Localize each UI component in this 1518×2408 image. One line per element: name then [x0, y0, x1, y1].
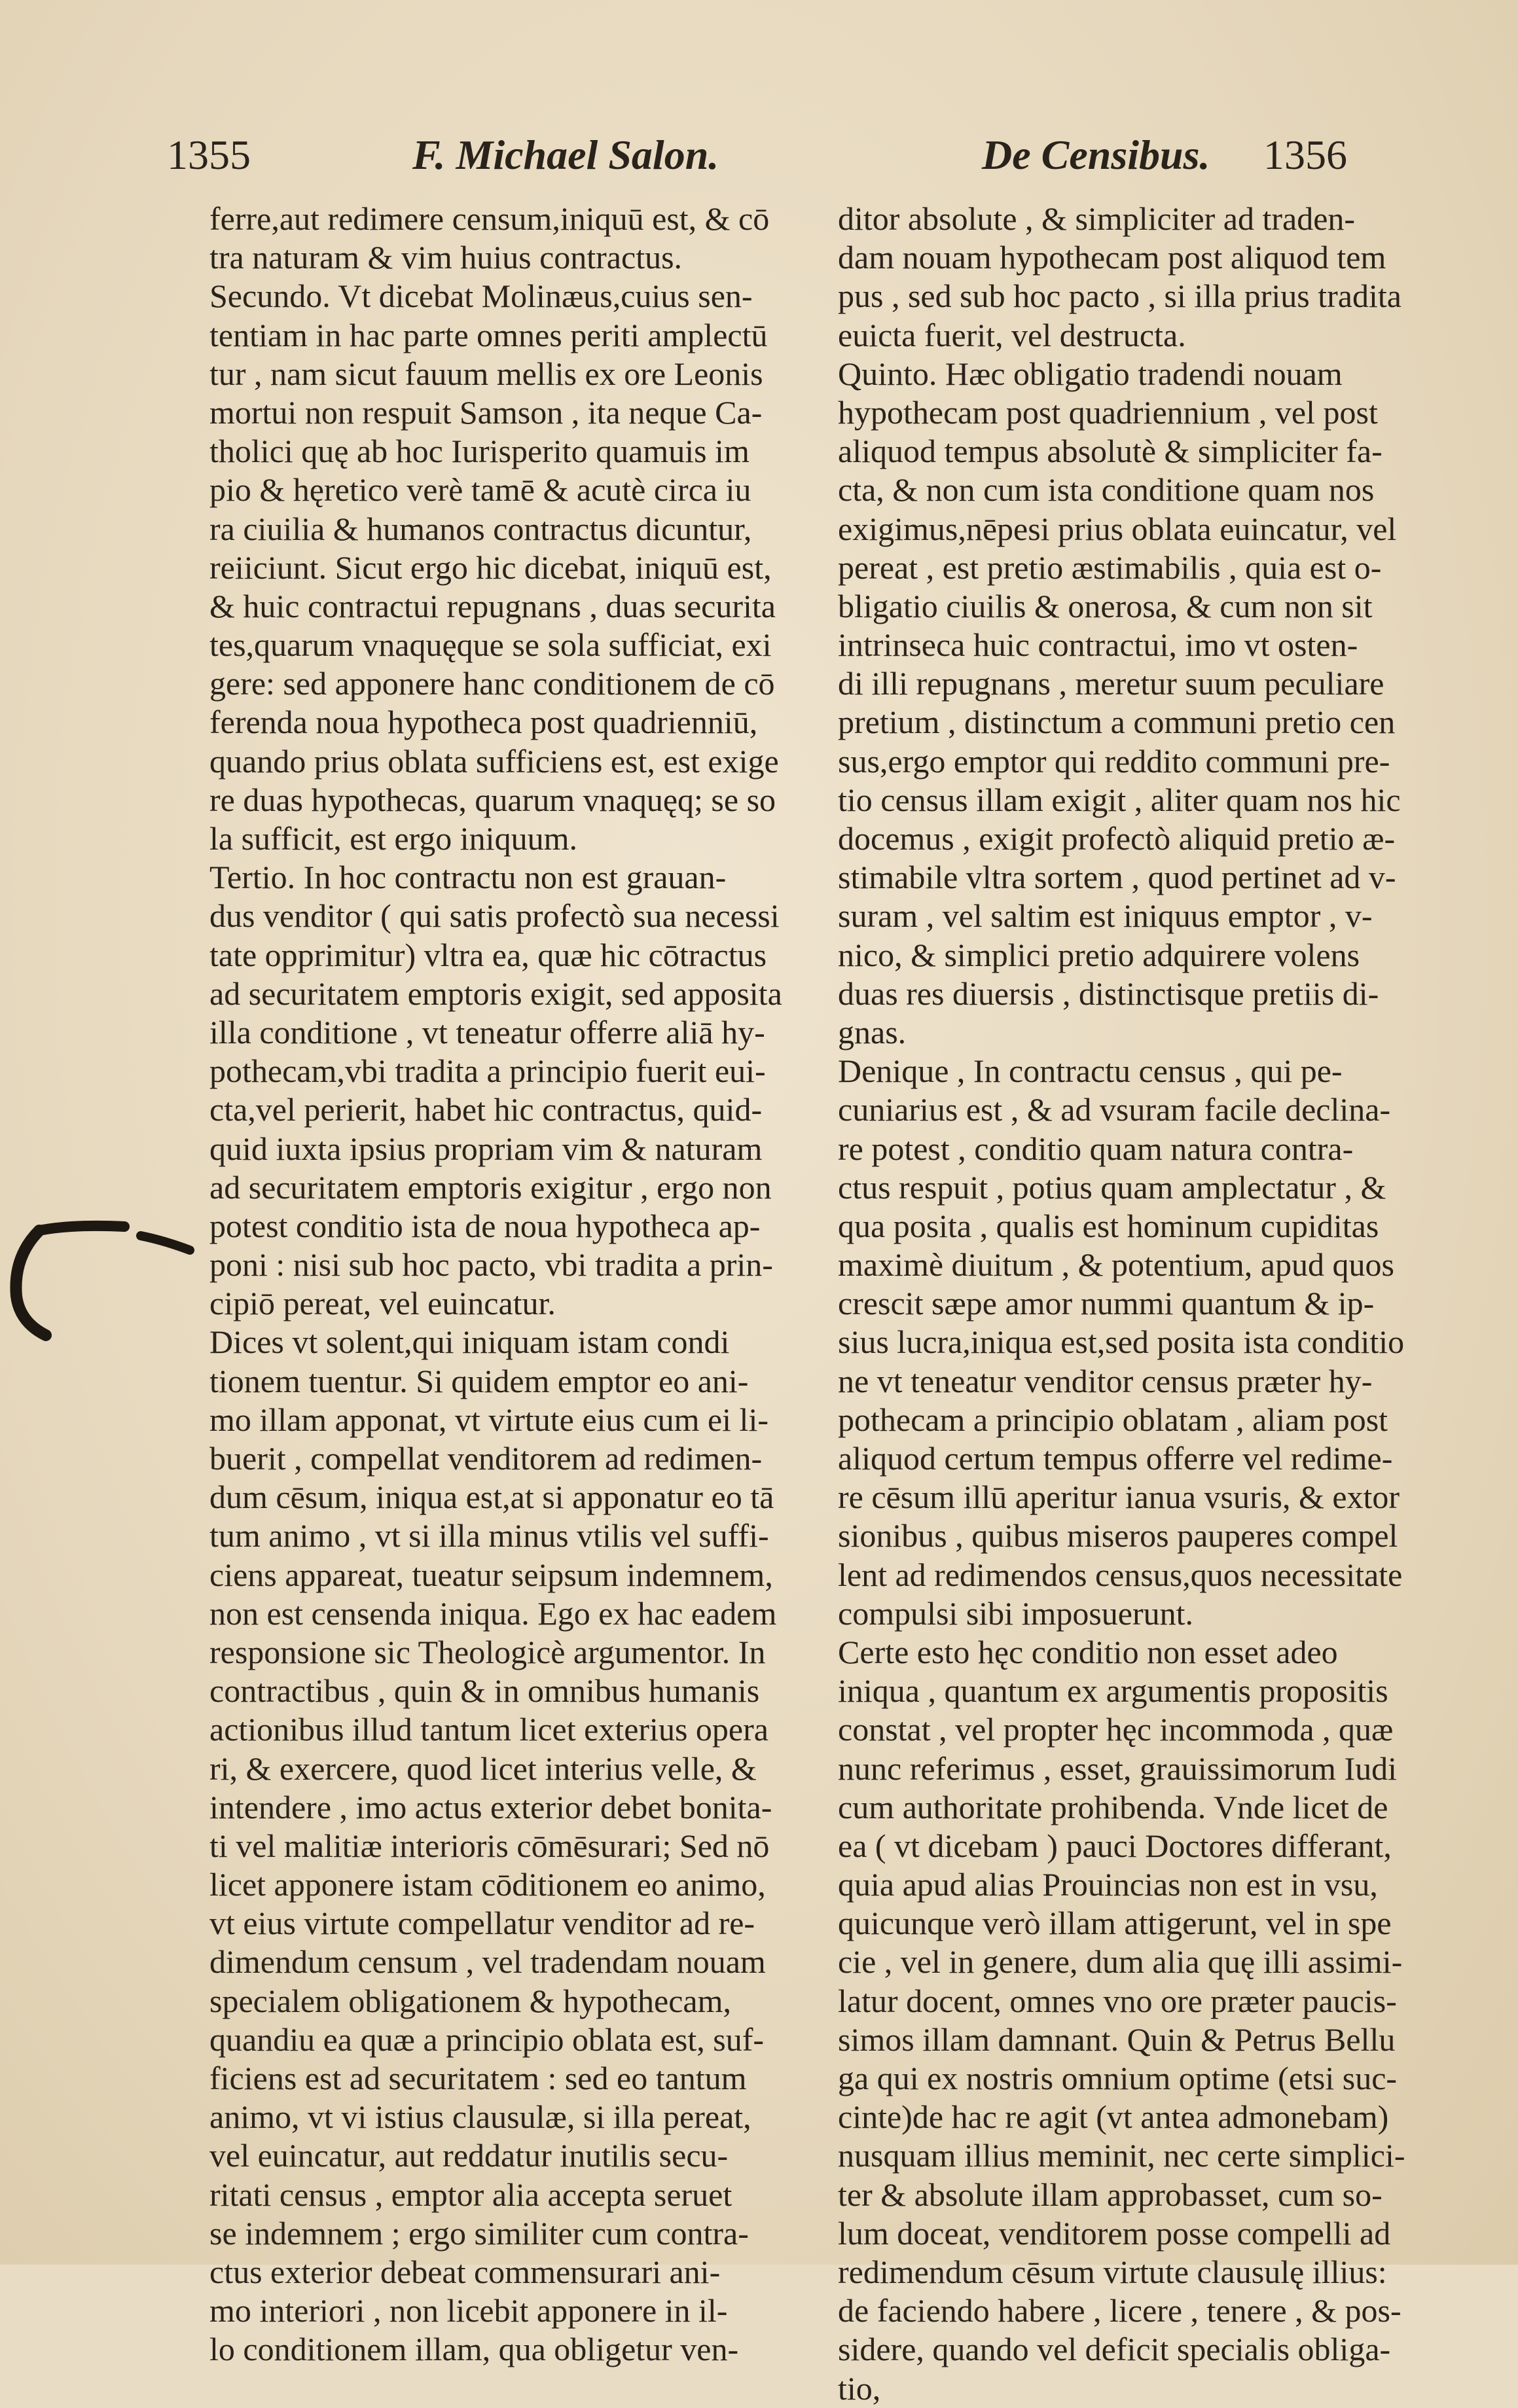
- text-line: potest conditio ista de noua hypotheca ap-: [209, 1207, 761, 1244]
- text-line: qua posita , qualis est hominum cupiditas: [838, 1207, 1379, 1244]
- text-line: cinte)de hac re agit (vt antea admonebam): [838, 2098, 1389, 2136]
- text-line: sionibus , quibus miseros pauperes compel: [838, 1517, 1398, 1554]
- text-line: ctus respuit , potius quam amplectatur , &: [838, 1168, 1386, 1206]
- text-line: animo, vt vi istius clausulæ, si illa pereat,: [209, 2098, 751, 2136]
- text-line: hypothecam post quadriennium , vel post: [838, 393, 1378, 431]
- text-line: vel euincatur, aut reddatur inutilis secu-: [209, 2137, 729, 2174]
- text-line: cipiō pereat, vel euincatur.: [209, 1285, 556, 1322]
- page-number-left: 1355: [167, 132, 251, 178]
- text-line: dimendum censum , vel tradendam nouam: [209, 1943, 766, 1981]
- text-line: stimabile vltra sortem , quod pertinet ad v-: [838, 859, 1396, 896]
- text-line: tio census illam exigit , aliter quam nos hic: [838, 781, 1401, 818]
- text-line: cta,vel perierit, habet hic contractus, quid-: [209, 1091, 763, 1128]
- text-line: sus,ergo emptor qui reddito communi pre-: [838, 742, 1390, 780]
- text-line: compulsi sibi imposuerunt.: [838, 1594, 1194, 1632]
- text-line: constat , vel propter hęc incommoda , quæ: [838, 1711, 1394, 1748]
- text-line: euicta fuerit, vel destructa.: [838, 316, 1186, 353]
- text-line: bligatio ciuilis & onerosa, & cum non sit: [838, 587, 1373, 624]
- text-line: vt eius virtute compellatur venditor ad re-: [209, 1905, 755, 1942]
- text-line: gnas.: [838, 1013, 907, 1051]
- text-line: tra naturam & vim huius contractus.: [209, 239, 683, 276]
- text-line: re cēsum illū aperitur ianua vsuris, & extor: [838, 1479, 1400, 1516]
- text-line: maximè diuitum , & potentium, apud quos: [838, 1246, 1394, 1284]
- text-line: ti vel malitiæ interioris cōmēsurari; Sed nō: [209, 1827, 770, 1864]
- text-line: responsione sic Theologicè argumentor. In: [209, 1633, 766, 1670]
- text-line: ter & absolute illam approbasset, cum so-: [838, 2176, 1382, 2213]
- text-line: mo interiori , non licebit apponere in il-: [209, 2292, 728, 2329]
- text-line: intendere , imo actus exterior debet bonita-: [209, 1788, 772, 1825]
- text-line: quando prius oblata sufficiens est, est exige: [209, 742, 779, 780]
- text-line: pretium , distinctum a communi pretio cen: [838, 704, 1396, 741]
- text-line: Denique , In contractu census , qui pe-: [838, 1052, 1343, 1090]
- text-line: Dices vt solent,qui iniquam istam condi: [209, 1323, 730, 1361]
- text-line: tio,: [838, 2369, 881, 2407]
- text-line: ritati census , emptor alia accepta seruet: [209, 2176, 732, 2213]
- text-line: ferre,aut redimere censum,iniquū est, & cō: [209, 200, 770, 237]
- text-line: pio & hęretico verè tamē & acutè circa iu: [209, 471, 751, 509]
- text-line: tum animo , vt si illa minus vtilis vel suffi-: [209, 1517, 769, 1554]
- text-line: contractibus , quin & in omnibus humanis: [209, 1672, 760, 1710]
- text-line: & huic contractui repugnans , duas securita: [209, 587, 776, 624]
- text-line: tholici quę ab hoc Iurisperito quamuis im: [209, 433, 750, 470]
- text-line: ri, & exercere, quod licet interius velle, &: [209, 1750, 757, 1787]
- text-line: nunc referimus , esset, grauissimorum Iudi: [838, 1750, 1397, 1787]
- text-line: sius lucra,iniqua est,sed posita ista conditio: [838, 1323, 1405, 1361]
- text-line: la sufficit, est ergo iniquum.: [209, 820, 577, 857]
- text-line: ctus exterior debeat commensurari ani-: [209, 2253, 721, 2290]
- text-line: quia apud alias Prouincias non est in vsu,: [838, 1866, 1378, 1903]
- text-line: dam nouam hypothecam post aliquod tem: [838, 239, 1386, 276]
- text-line: pus , sed sub hoc pacto , si illa prius tradita: [838, 278, 1401, 315]
- text-line: illa conditione , vt teneatur offerre aliā hy-: [209, 1013, 765, 1051]
- text-line: docemus , exigit profectò aliquid pretio æ-: [838, 820, 1396, 857]
- text-line: specialem obligationem & hypothecam,: [209, 1982, 731, 2019]
- text-line: duas res diuersis , distinctisque pretiis di-: [838, 975, 1379, 1012]
- text-line: dum cēsum, iniqua est,at si apponatur eo tā: [209, 1479, 774, 1516]
- text-line: cie , vel in genere, dum alia quę illi assimi-: [838, 1943, 1403, 1981]
- text-line: ad securitatem emptoris exigit, sed apposita: [209, 975, 782, 1012]
- text-line: ferenda noua hypotheca post quadrienniū,: [209, 704, 758, 741]
- text-line: iniqua , quantum ex argumentis propositis: [838, 1672, 1388, 1710]
- text-line: licet apponere istam cōditionem eo animo,: [209, 1866, 766, 1903]
- text-line: tionem tuentur. Si quidem emptor eo ani-: [209, 1362, 749, 1399]
- text-line: buerit , compellat venditorem ad redimen-: [209, 1440, 763, 1477]
- text-line: latur docent, omnes vno ore præter paucis-: [838, 1982, 1397, 2019]
- text-line: Tertio. In hoc contractu non est grauan-: [209, 859, 727, 896]
- text-line: exigimus,nēpesi prius oblata euincatur, vel: [838, 510, 1397, 547]
- text-line: di illi repugnans , meretur suum peculiare: [838, 665, 1384, 702]
- text-line: tes,quarum vnaquęque se sola sufficiat, exi: [209, 626, 772, 664]
- text-line: ditor absolute , & simpliciter ad traden-: [838, 200, 1356, 237]
- text-line: ne vt teneatur venditor census præter hy-: [838, 1362, 1373, 1399]
- text-line: mo illam apponat, vt virtute eius cum ei li-: [209, 1401, 768, 1438]
- text-line: ra ciuilia & humanos contractus dicuntur,: [209, 510, 752, 547]
- text-line: simos illam damnant. Quin & Petrus Bellu: [838, 2021, 1396, 2058]
- text-line: lo conditionem illam, qua obligetur ven-: [209, 2331, 739, 2368]
- text-line: pereat , est pretio æstimabilis , quia est o-: [838, 548, 1382, 586]
- text-line: cuniarius est , & ad vsuram facile declina-: [838, 1091, 1391, 1128]
- text-line: re duas hypothecas, quarum vnaquęq; se so: [209, 781, 776, 818]
- text-line: pothecam,vbi tradita a principio fuerit eui-: [209, 1052, 766, 1090]
- text-line: intrinseca huic contractui, imo vt osten-: [838, 626, 1358, 664]
- text-line: pothecam a principio oblatam , aliam post: [838, 1401, 1388, 1438]
- text-line: dus venditor ( qui satis profectò sua necessi: [209, 897, 780, 935]
- text-line: ea ( vt dicebam ) pauci Doctores differant,: [838, 1827, 1392, 1864]
- text-line: actionibus illud tantum licet exterius opera: [209, 1711, 768, 1748]
- text-line: cum authoritate prohibenda. Vnde licet de: [838, 1788, 1388, 1825]
- running-head-title: De Censibus.: [982, 132, 1210, 178]
- text-line: non est censenda iniqua. Ego ex hac eadem: [209, 1594, 777, 1632]
- text-line: cta, & non cum ista conditione quam nos: [838, 471, 1375, 509]
- text-line: ad securitatem emptoris exigitur , ergo non: [209, 1168, 772, 1206]
- text-line: tur , nam sicut fauum mellis ex ore Leonis: [209, 355, 763, 392]
- page-header: [0, 111, 1518, 190]
- text-line: crescit sæpe amor nummi quantum & ip-: [838, 1285, 1375, 1322]
- text-line: suram , vel saltim est iniquus emptor , v-: [838, 897, 1373, 935]
- text-line: sidere, quando vel deficit specialis obliga-: [838, 2331, 1391, 2368]
- text-line: quandiu ea quæ a principio oblata est, suf-: [209, 2021, 764, 2058]
- text-line: aliquod tempus absolutè & simpliciter fa-: [838, 433, 1382, 470]
- text-line: ficiens est ad securitatem : sed eo tantum: [209, 2060, 747, 2096]
- text-line: reiiciunt. Sicut ergo hic dicebat, iniquū est,: [209, 548, 772, 586]
- text-line: de faciendo habere , licere , tenere , & pos-: [838, 2292, 1401, 2329]
- text-line: nico, & simplici pretio adquirere volens: [838, 936, 1360, 973]
- text-line: nusquam illius meminit, nec certe simplici-: [838, 2137, 1405, 2174]
- text-line: lum doceat, venditorem posse compelli ad: [838, 2214, 1391, 2252]
- ink-stain-mark: [0, 1217, 196, 1342]
- text-line: ga qui ex nostris omnium optime (etsi suc-: [838, 2060, 1398, 2096]
- text-line: redimendum cēsum virtute clausulę illius:: [838, 2253, 1387, 2290]
- text-line: poni : nisi sub hoc pacto, vbi tradita a prin-: [209, 1246, 773, 1284]
- text-line: lent ad redimendos census,quos necessitate: [838, 1556, 1403, 1593]
- text-line: mortui non respuit Samson , ita neque Ca-: [209, 393, 763, 431]
- text-line: gere: sed apponere hanc conditionem de cō: [209, 665, 775, 702]
- text-column-right: [838, 200, 1427, 2408]
- page-number-right: 1356: [1263, 132, 1347, 178]
- text-line: quicunque verò illam attigerunt, vel in spe: [838, 1905, 1392, 1942]
- text-column-left: [209, 200, 799, 2369]
- text-line: Quinto. Hæc obligatio tradendi nouam: [838, 355, 1343, 392]
- text-line: Certe esto hęc conditio non esset adeo: [838, 1633, 1338, 1670]
- text-line: tentiam in hac parte omnes periti amplectū: [209, 316, 768, 353]
- text-line: re potest , conditio quam natura contra-: [838, 1130, 1354, 1167]
- text-line: quid iuxta ipsius propriam vim & naturam: [209, 1130, 763, 1167]
- text-line: tate opprimitur) vltra ea, quæ hic cōtractus: [209, 936, 767, 973]
- running-head-author: F. Michael Salon.: [412, 132, 719, 178]
- text-line: ciens appareat, tueatur seipsum indemnem,: [209, 1556, 773, 1593]
- text-line: aliquod certum tempus offerre vel redime-: [838, 1440, 1393, 1477]
- text-line: Secundo. Vt dicebat Molinæus,cuius sen-: [209, 278, 753, 315]
- text-line: se indemnem ; ergo similiter cum contra-: [209, 2214, 749, 2252]
